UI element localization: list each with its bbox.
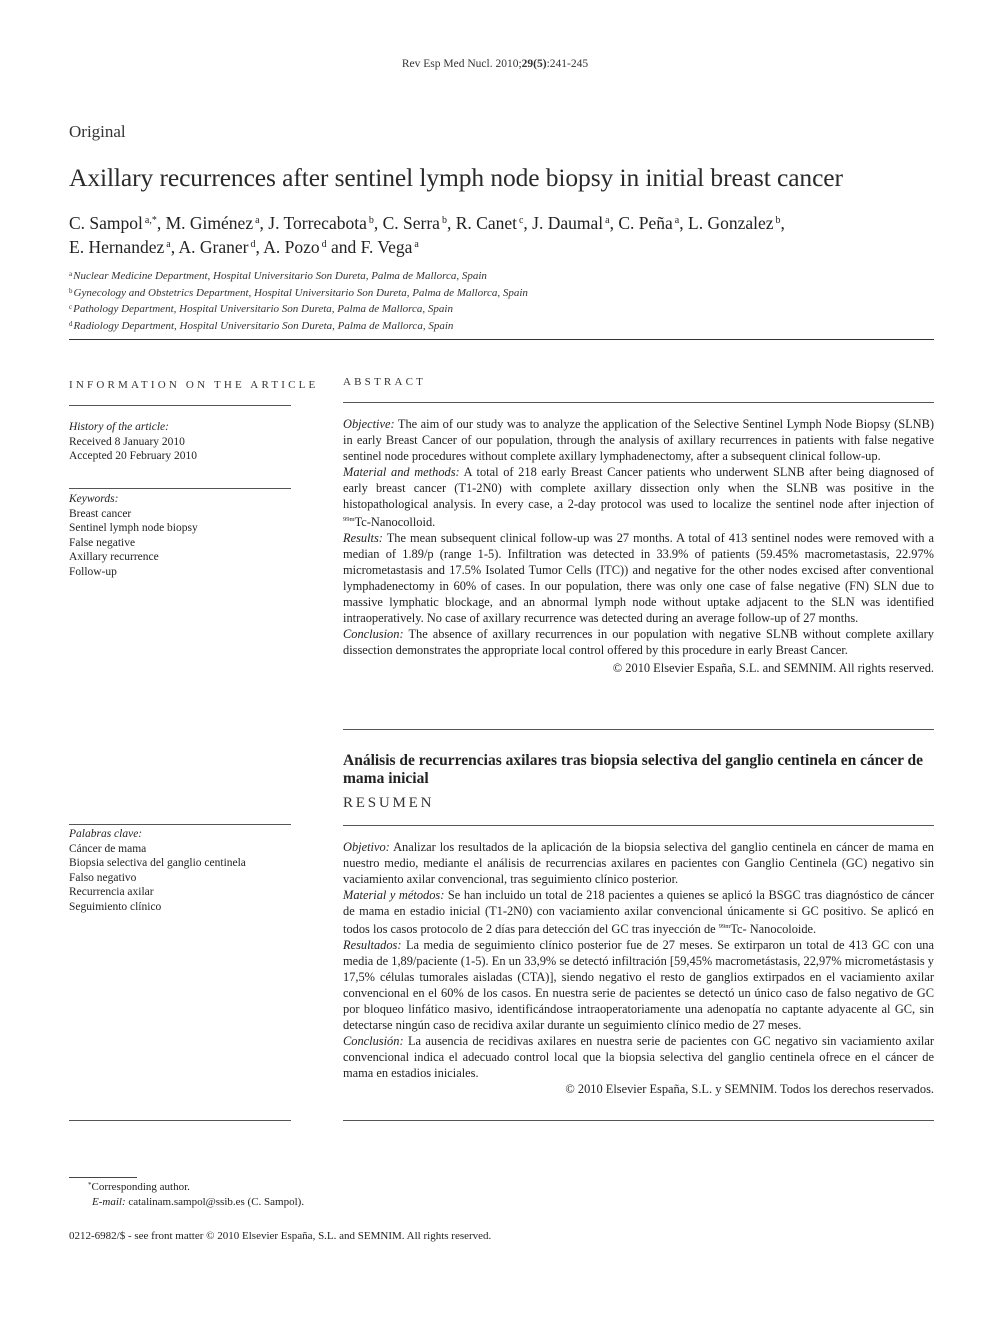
keywords-label: Keywords:	[69, 493, 119, 505]
resumen-objetivo: Objetivo: Analizar los resultados de la aplicación de la biopsia selectiva del ganglio centinela en cáncer de mama en nuestro medio, mediante el análisis de recurrencias axilares en pacientes con Ganglio Centinela (GC) negativo sin vaciamiento axilar convencional, tras seguimiento clínico posterior.	[343, 840, 934, 886]
author: L. Gonzalez $^b$,	[688, 213, 785, 233]
keyword: Axillary recurrence	[69, 551, 159, 563]
author: F. Vega $^a$	[360, 237, 419, 257]
author: J. Daumal $^a$,	[532, 213, 619, 233]
keywords-block	[69, 492, 291, 579]
abstract-copyright: © 2010 Elsevier España, S.L. and SEMNIM. All rights reserved.	[612, 661, 934, 675]
author: C. Serra $^b$,	[382, 213, 456, 233]
article-title: Axillary recurrences after sentinel lymph node biopsy in initial breast cancer	[69, 163, 843, 192]
keyword: Sentinel lymph node biopsy	[69, 522, 198, 534]
author: A. Graner $^d$,	[178, 237, 264, 257]
affiliations	[69, 267, 949, 333]
abstract-objective: Objective: The aim of our study was to analyze the application of the Selective Sentinel Lymph Node Biopsy (SLNB) in early Breast Cancer of our population, through the analysis of axillary recurrences in patients with false negative sentinel node procedures without complete axillary lymphadenectomy, after a subsequent clinical follow-up.	[343, 417, 934, 463]
journal-citation	[0, 58, 990, 70]
palabras-block	[69, 827, 291, 914]
palabra: Cáncer de mama	[69, 842, 147, 855]
author-list	[69, 210, 949, 258]
resumen-body	[343, 839, 934, 1097]
journal-pages: :241-245	[546, 58, 589, 70]
author: M. Giménez $^a$,	[165, 213, 269, 233]
keyword: False negative	[69, 536, 136, 549]
corresponding-author-note: *Corresponding author.	[88, 1181, 190, 1193]
abstract-methods: Material and methods: A total of 218 early Breast Cancer patients who underwent SLNB after being diagnosed of early breast cancer (T1-2N0) with complete axillary dissection only when the SLNB was positive in the histopathological analysis. In every case, a 2-day protocol was used to localize the sentinel node after injection of $^{99m}$Tc-Nanocolloid.	[343, 465, 934, 529]
received-date: Received 8 January 2010	[69, 435, 185, 448]
email-note: E-mail: catalinam.sampol@ssib.es (C. Sampol).	[92, 1196, 305, 1208]
resumen-conclusion: Conclusión: La ausencia de recidivas axilares en nuestra serie de pacientes con GC negativo sin vaciamiento axilar convencional indica el adecuado control local que la biopsia selectiva del ganglio centinela ofrece en el cáncer de mama en estadios iniciales.	[343, 1034, 934, 1080]
author: R. Canet $^c$,	[455, 213, 533, 233]
author: C. Peña $^a$,	[618, 213, 688, 233]
history-label: History of the article:	[69, 421, 169, 433]
journal-issue: (5)	[533, 58, 547, 70]
abstract-results: Results: The mean subsequent clinical follow-up was 27 months. A total of 413 sentinel nodes were removed with a median of 1.89/p (range 1-5). Infiltration was detected in 33.9% of patients (59.45% macrometastasis, 22.97% micrometastasis and 17.5% Isolated Tumor Cells (ITC)) and negative for the other nodes excised after conventional lymphadenectomy in 60% of cases. In our population, there was only one case of false negative (FN) SLN due to massive lymphatic blockage, and an abnormal lymph node without uptake adjacent to the SLN was identified intraoperatively. No case of axillary recurrence was detected during an average follow-up of 27 months.	[343, 531, 934, 625]
affiliation: $^d$Radiology Department, Hospital Universitario Son Dureta, Palma de Mallorca, Spain	[69, 319, 454, 332]
resumen-resultados: Resultados: La media de seguimiento clínico posterior fue de 27 meses. Se extirparon un total de 413 GC con una media de 1,89/paciente (1-5). En un 33,9% se detectó infiltración [59,45% macrometástasis, 22,97% micrometástasis y 17,5% células tumorales aisladas (CTA)], siendo negativo el resto de ganglios extirpados en el vaciamiento axilar convencional en el 60% de los casos. En nuestra serie de pacientes se detectó un único caso de falso negativo de GC por bloqueo linfático masivo, identificándose intraoperatoriamente una adenopatía no captante adyacente al GC, sin detectarse ningún caso de recidiva axilar durante un seguimiento clínico medio de 27 meses.	[343, 938, 934, 1032]
accepted-date: Accepted 20 February 2010	[69, 450, 198, 462]
article-history	[69, 420, 291, 464]
footnote-rule	[69, 1177, 137, 1178]
abstract-bottom-divider	[343, 729, 934, 730]
resumen-copyright: © 2010 Elsevier España, S.L. y SEMNIM. Todos los derechos reservados.	[565, 1082, 934, 1096]
palabra: Falso negativo	[69, 871, 137, 884]
affiliation: $^a$Nuclear Medicine Department, Hospital Universitario Son Dureta, Palma de Mallorca, Spain	[69, 270, 487, 282]
spanish-title: Análisis de recurrencias axilares tras biopsia selectiva del ganglio centinela en cáncer de mama inicial	[343, 752, 924, 787]
keyword: Follow-up	[69, 565, 117, 578]
abstract-conclusion: Conclusion: The absence of axillary recurrences in our population with negative SLNB without complete axillary dissection demonstrates the appropriate local control offered by this procedure in early Breast Cancer.	[343, 627, 934, 657]
affiliation: $^b$Gynecology and Obstetrics Department, Hospital Universitario Son Dureta, Palma de Mallorca, Spain	[69, 286, 528, 299]
abstract-body	[343, 416, 934, 676]
header-divider	[69, 339, 934, 340]
affiliation: $^c$Pathology Department, Hospital Universitario Son Dureta, Palma de Mallorca, Spain	[69, 303, 453, 315]
author: C. Sampol $^{a,*}$,	[69, 213, 166, 233]
resumen-metodos: Material y métodos: Se han incluido un total de 218 pacientes a quienes se aplicó la BSGC tras diagnóstico de cáncer de mama en estadio inicial (T1-2N0) con vaciamiento axilar convencional únicamente si GC positivo. Se aplicó en todos los casos protocolo de 2 días para detección del GC tras inyección de $^{99m}$Tc- Nanocoloide.	[343, 888, 934, 936]
info-divider	[69, 405, 291, 406]
email-link[interactable]: catalinam.sampol@ssib.es (C. Sampol).	[128, 1196, 305, 1208]
keyword: Breast cancer	[69, 507, 132, 520]
palabra: Seguimiento clínico	[69, 900, 162, 913]
author: J. Torrecabota $^b$,	[268, 213, 383, 233]
issn-line: 0212-6982/$ - see front matter © 2010 Elsevier España, S.L. and SEMNIM. All rights reserved.	[69, 1230, 492, 1242]
history-divider	[69, 488, 291, 489]
author: A. Pozo $^d$ and	[263, 237, 361, 257]
palabra: Recurrencia axilar	[69, 886, 154, 898]
resumen-divider	[343, 825, 934, 826]
palabras-label: Palabras clave:	[69, 828, 143, 840]
palabras-divider	[69, 824, 291, 825]
info-heading: INFORMATION ON THE ARTICLE	[69, 379, 319, 391]
left-bottom-divider	[69, 1120, 291, 1121]
abstract-divider	[343, 402, 934, 403]
resumen-bottom-divider	[343, 1120, 934, 1121]
journal-name: Rev Esp Med Nucl. 2010;	[401, 58, 522, 70]
abstract-heading: ABSTRACT	[343, 376, 427, 388]
section-label: Original	[69, 122, 126, 141]
author: E. Hernandez $^a$,	[69, 237, 179, 257]
palabra: Biopsia selectiva del ganglio centinela	[69, 857, 246, 869]
resumen-heading: RESUMEN	[343, 795, 435, 811]
journal-volume: 29	[521, 58, 534, 70]
